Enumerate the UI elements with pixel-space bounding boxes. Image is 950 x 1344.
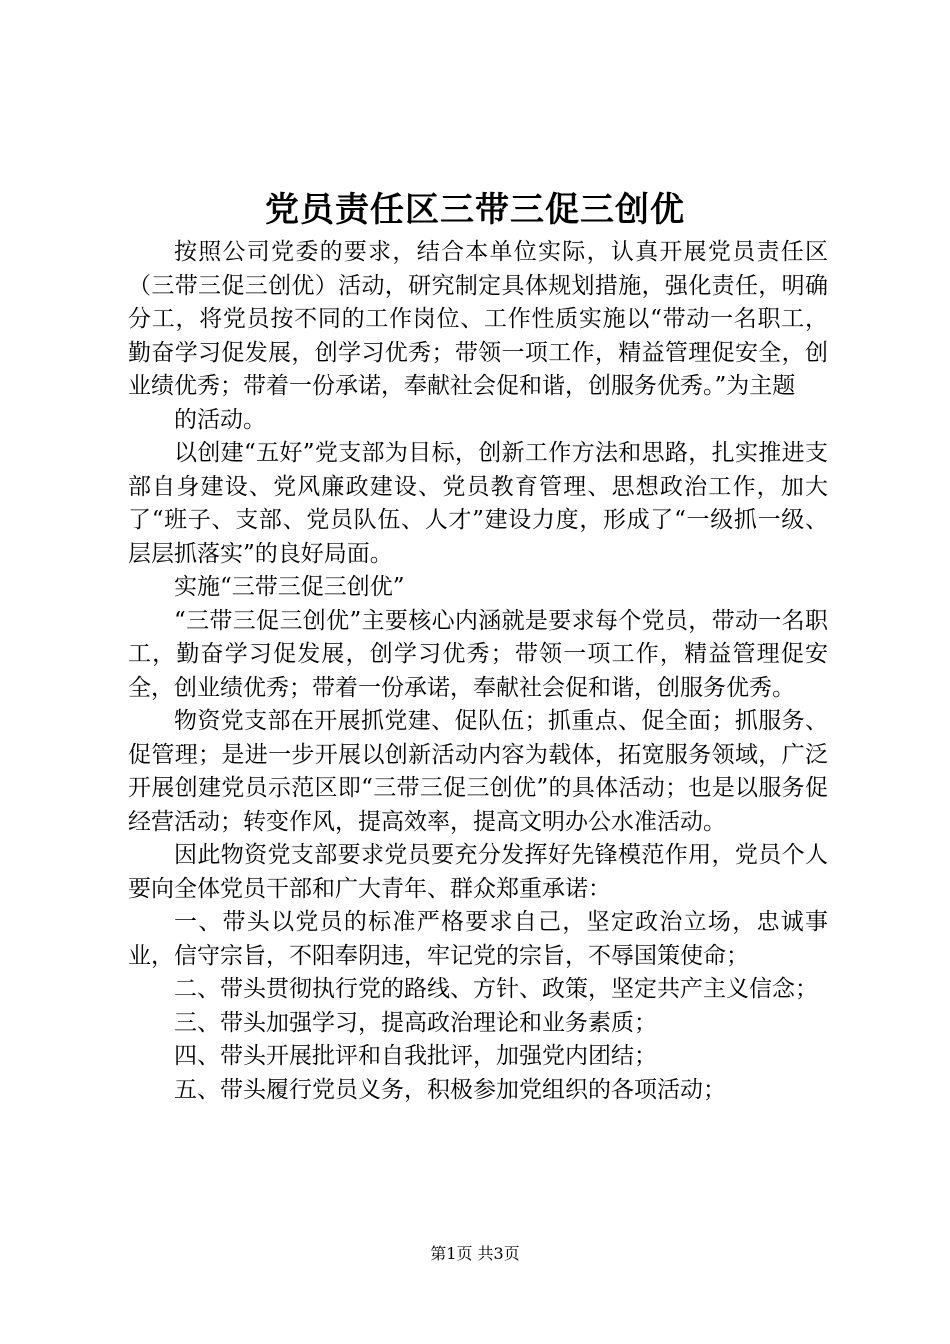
pledge-item-5: 五、带头履行党员义务，积极参加党组织的各项活动； bbox=[174, 1076, 726, 1103]
paragraph-intro: 按照公司党委的要求，结合本单位实际，认真开展党员责任区（三带三促三创优）活动，研究制定具体规划措施，强化责任，明确分工，将党员按不同的工作岗位、工作性质实施以“带动一名职工，勤奋学习促发展，创学习优秀；带领一项工作，精益管理促安全，创业绩优秀；带着一份承诺，奉献社会促和谐，创服务优秀。”为主题 bbox=[128, 239, 828, 399]
pledge-item-3: 三、带头加强学习，提高政治理论和业务素质； bbox=[174, 1009, 657, 1036]
page-number-footer: 第1页 共3页 bbox=[430, 1244, 520, 1263]
paragraph-implement-heading: 实施“三带三促三创优” bbox=[174, 574, 405, 600]
document-body bbox=[128, 236, 828, 1107]
paragraph-branch-work: 物资党支部在开展抓党建、促队伍；抓重点、促全面；抓服务、促管理；是进一步开展以创新活动内容为载体，拓宽服务领域，广泛开展创建党员示范区即“三带三促三创优”的具体活动；也是以服务促经营活动；转变作风，提高效率，提高文明办公水准活动。 bbox=[128, 708, 828, 835]
paragraph-activity: 的活动。 bbox=[174, 406, 266, 433]
pledge-item-2: 二、带头贯彻执行党的路线、方针、政策，坚定共产主义信念； bbox=[174, 976, 818, 1002]
pledge-item-1: 一、带头以党员的标准严格要求自己，坚定政治立场，忠诚事业，信守宗旨，不阳奉阴违，牢记党的宗旨，不辱国策使命； bbox=[128, 909, 828, 969]
paragraph-five-good: 以创建“五好”党支部为目标，创新工作方法和思路，扎实推进支部自身建设、党风廉政建设、党员教育管理、思想政治工作，加大了“班子、支部、党员队伍、人才”建设力度，形成了“一级抓一级、层层抓落实”的良好局面。 bbox=[128, 440, 828, 567]
document-title: 党员责任区三带三促三创优 bbox=[265, 190, 685, 230]
paragraph-core-meaning: “三带三促三创优”主要核心内涵就是要求每个党员，带动一名职工，勤奋学习促发展，创学习优秀；带领一项工作，精益管理促安全，创业绩优秀；带着一份承诺，奉献社会促和谐，创服务优秀。 bbox=[128, 607, 828, 701]
pledge-item-4: 四、带头开展批评和自我批评，加强党内团结； bbox=[174, 1043, 657, 1069]
paragraph-pledge-intro: 因此物资党支部要求党员要充分发挥好先锋模范作用，党员个人要向全体党员干部和广大青年、群众郑重承诺： bbox=[128, 842, 828, 902]
